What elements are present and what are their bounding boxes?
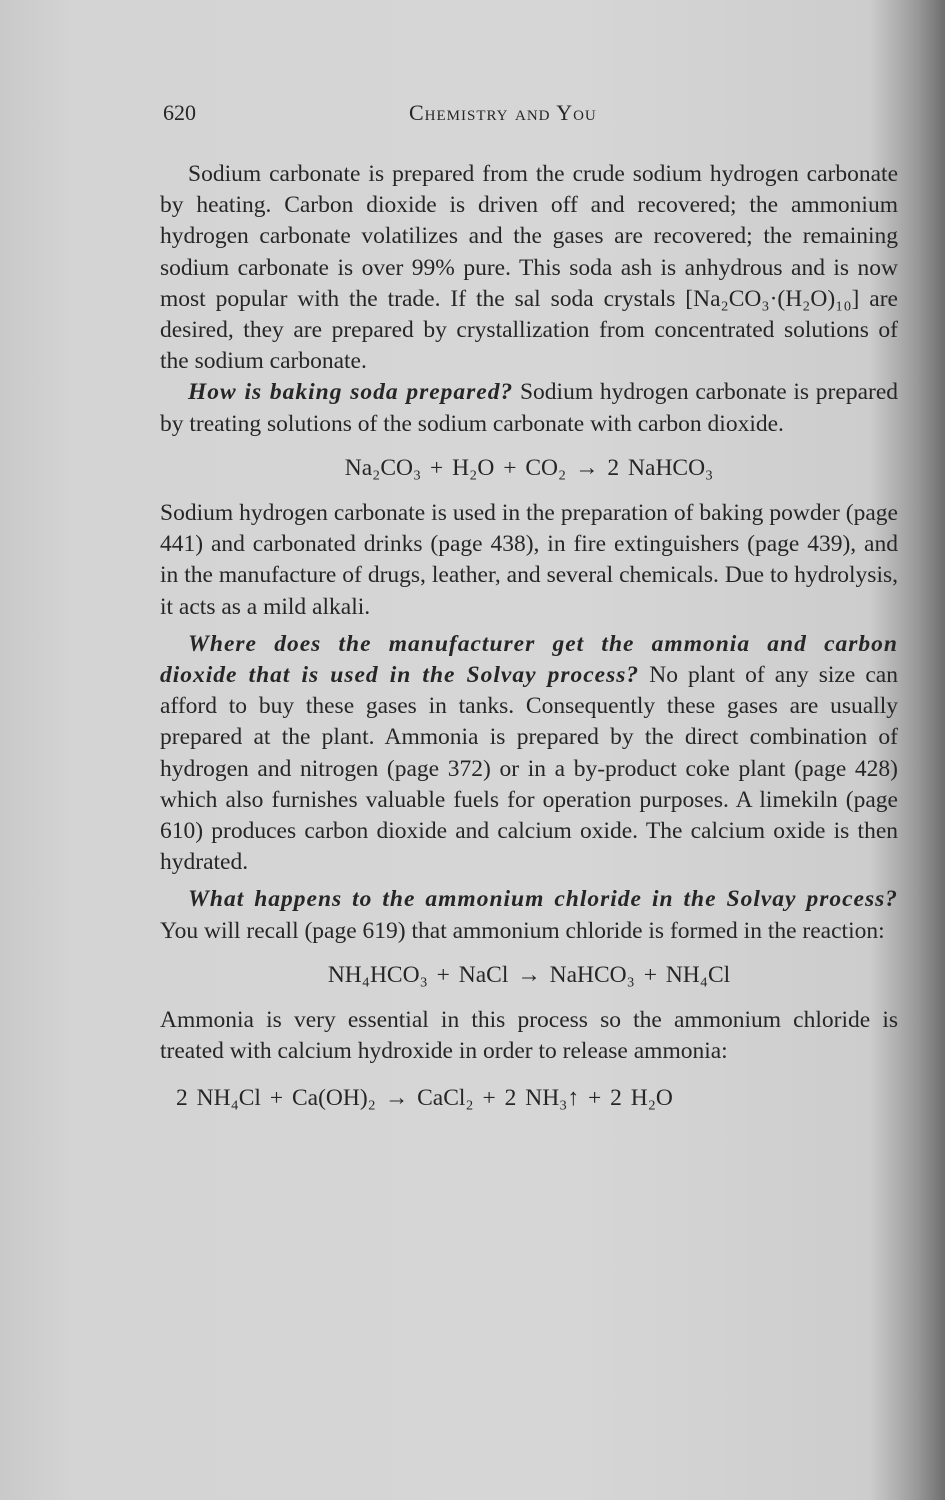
question-ammonia-source: Where does the manufacturer get the ammonia and carbon dioxide that is used in the Solvay process? bbox=[160, 630, 898, 689]
answer-ammonium-chloride: You will recall (page 619) that ammonium chloride is formed in the reaction: bbox=[160, 917, 885, 944]
paragraph-ammonia-release: Ammonia is very essential in this process so the ammonium chloride is treated with calcium hydroxide in order to release ammonia: bbox=[160, 1007, 898, 1065]
equation-ammonia-release: 2 NH₄Cl + Ca(OH)₂ → CaCl₂ + 2 NH₃↑ + 2 H₂O bbox=[176, 1085, 673, 1112]
paragraph-ammonia-source bbox=[160, 629, 898, 879]
paragraph-uses: Sodium hydrogen carbonate is used in the preparation of baking powder (page 441) and carbonated drinks (page 438), in fire extinguishers (page 439), and in the manufacture of drugs, leather, and several chemicals. Due to hydrolysis, it acts as a mild alkali. bbox=[160, 500, 898, 620]
body-text bbox=[160, 159, 898, 1129]
answer-baking-soda: Sodium hydrogen carbonate is prepared by treating solutions of the sodium carbonate with carbon dioxide. bbox=[160, 379, 899, 437]
equation-ammonium-chloride-formation: NH₄HCO₃ + NaCl → NaHCO₃ + NH₄Cl bbox=[327, 961, 731, 988]
page-header bbox=[163, 100, 898, 134]
question-baking-soda: How is baking soda prepared? bbox=[188, 379, 514, 406]
paragraph-ammonium-chloride bbox=[160, 884, 898, 946]
paragraph-baking-soda bbox=[160, 377, 898, 439]
equation-sodium-bicarbonate: Na₂CO₃ + H₂O + CO₂ → 2 NaHCO₃ bbox=[344, 454, 714, 481]
paragraph-soda-ash: Sodium carbonate is prepared from the crude sodium hydrogen carbonate by heating. Carbon dioxide is driven off and recovered; the ammonium hydrogen carbonate volatilizes and the gases are recovered; the remaining sodium carbonate is over 99% pure. This soda ash is anhydrous and is now most popular with the trade. If the sal soda crystals [Na₂CO₃·(H₂O)₁₀] are desired, they are prepared by crystallization from concentrated solutions of the sodium carbonate. bbox=[160, 161, 898, 375]
question-ammonium-chloride: What happens to the ammonium chloride in the Solvay process? bbox=[188, 886, 898, 913]
running-title: Chemistry and You bbox=[409, 100, 597, 125]
page-number: 620 bbox=[163, 100, 196, 125]
answer-ammonia-source: No plant of any size can afford to buy these gases in tanks. Consequently these gases are usually prepared at the plant. Ammonia is prepared by the direct combination of hydrogen and nitrogen (page 372) or in a by-product coke plant (page 428) which also furnishes valuable fuels for operation purposes. A limekiln (page 610) produces carbon dioxide and calcium oxide. The calcium oxide is then hydrated. bbox=[160, 662, 898, 876]
